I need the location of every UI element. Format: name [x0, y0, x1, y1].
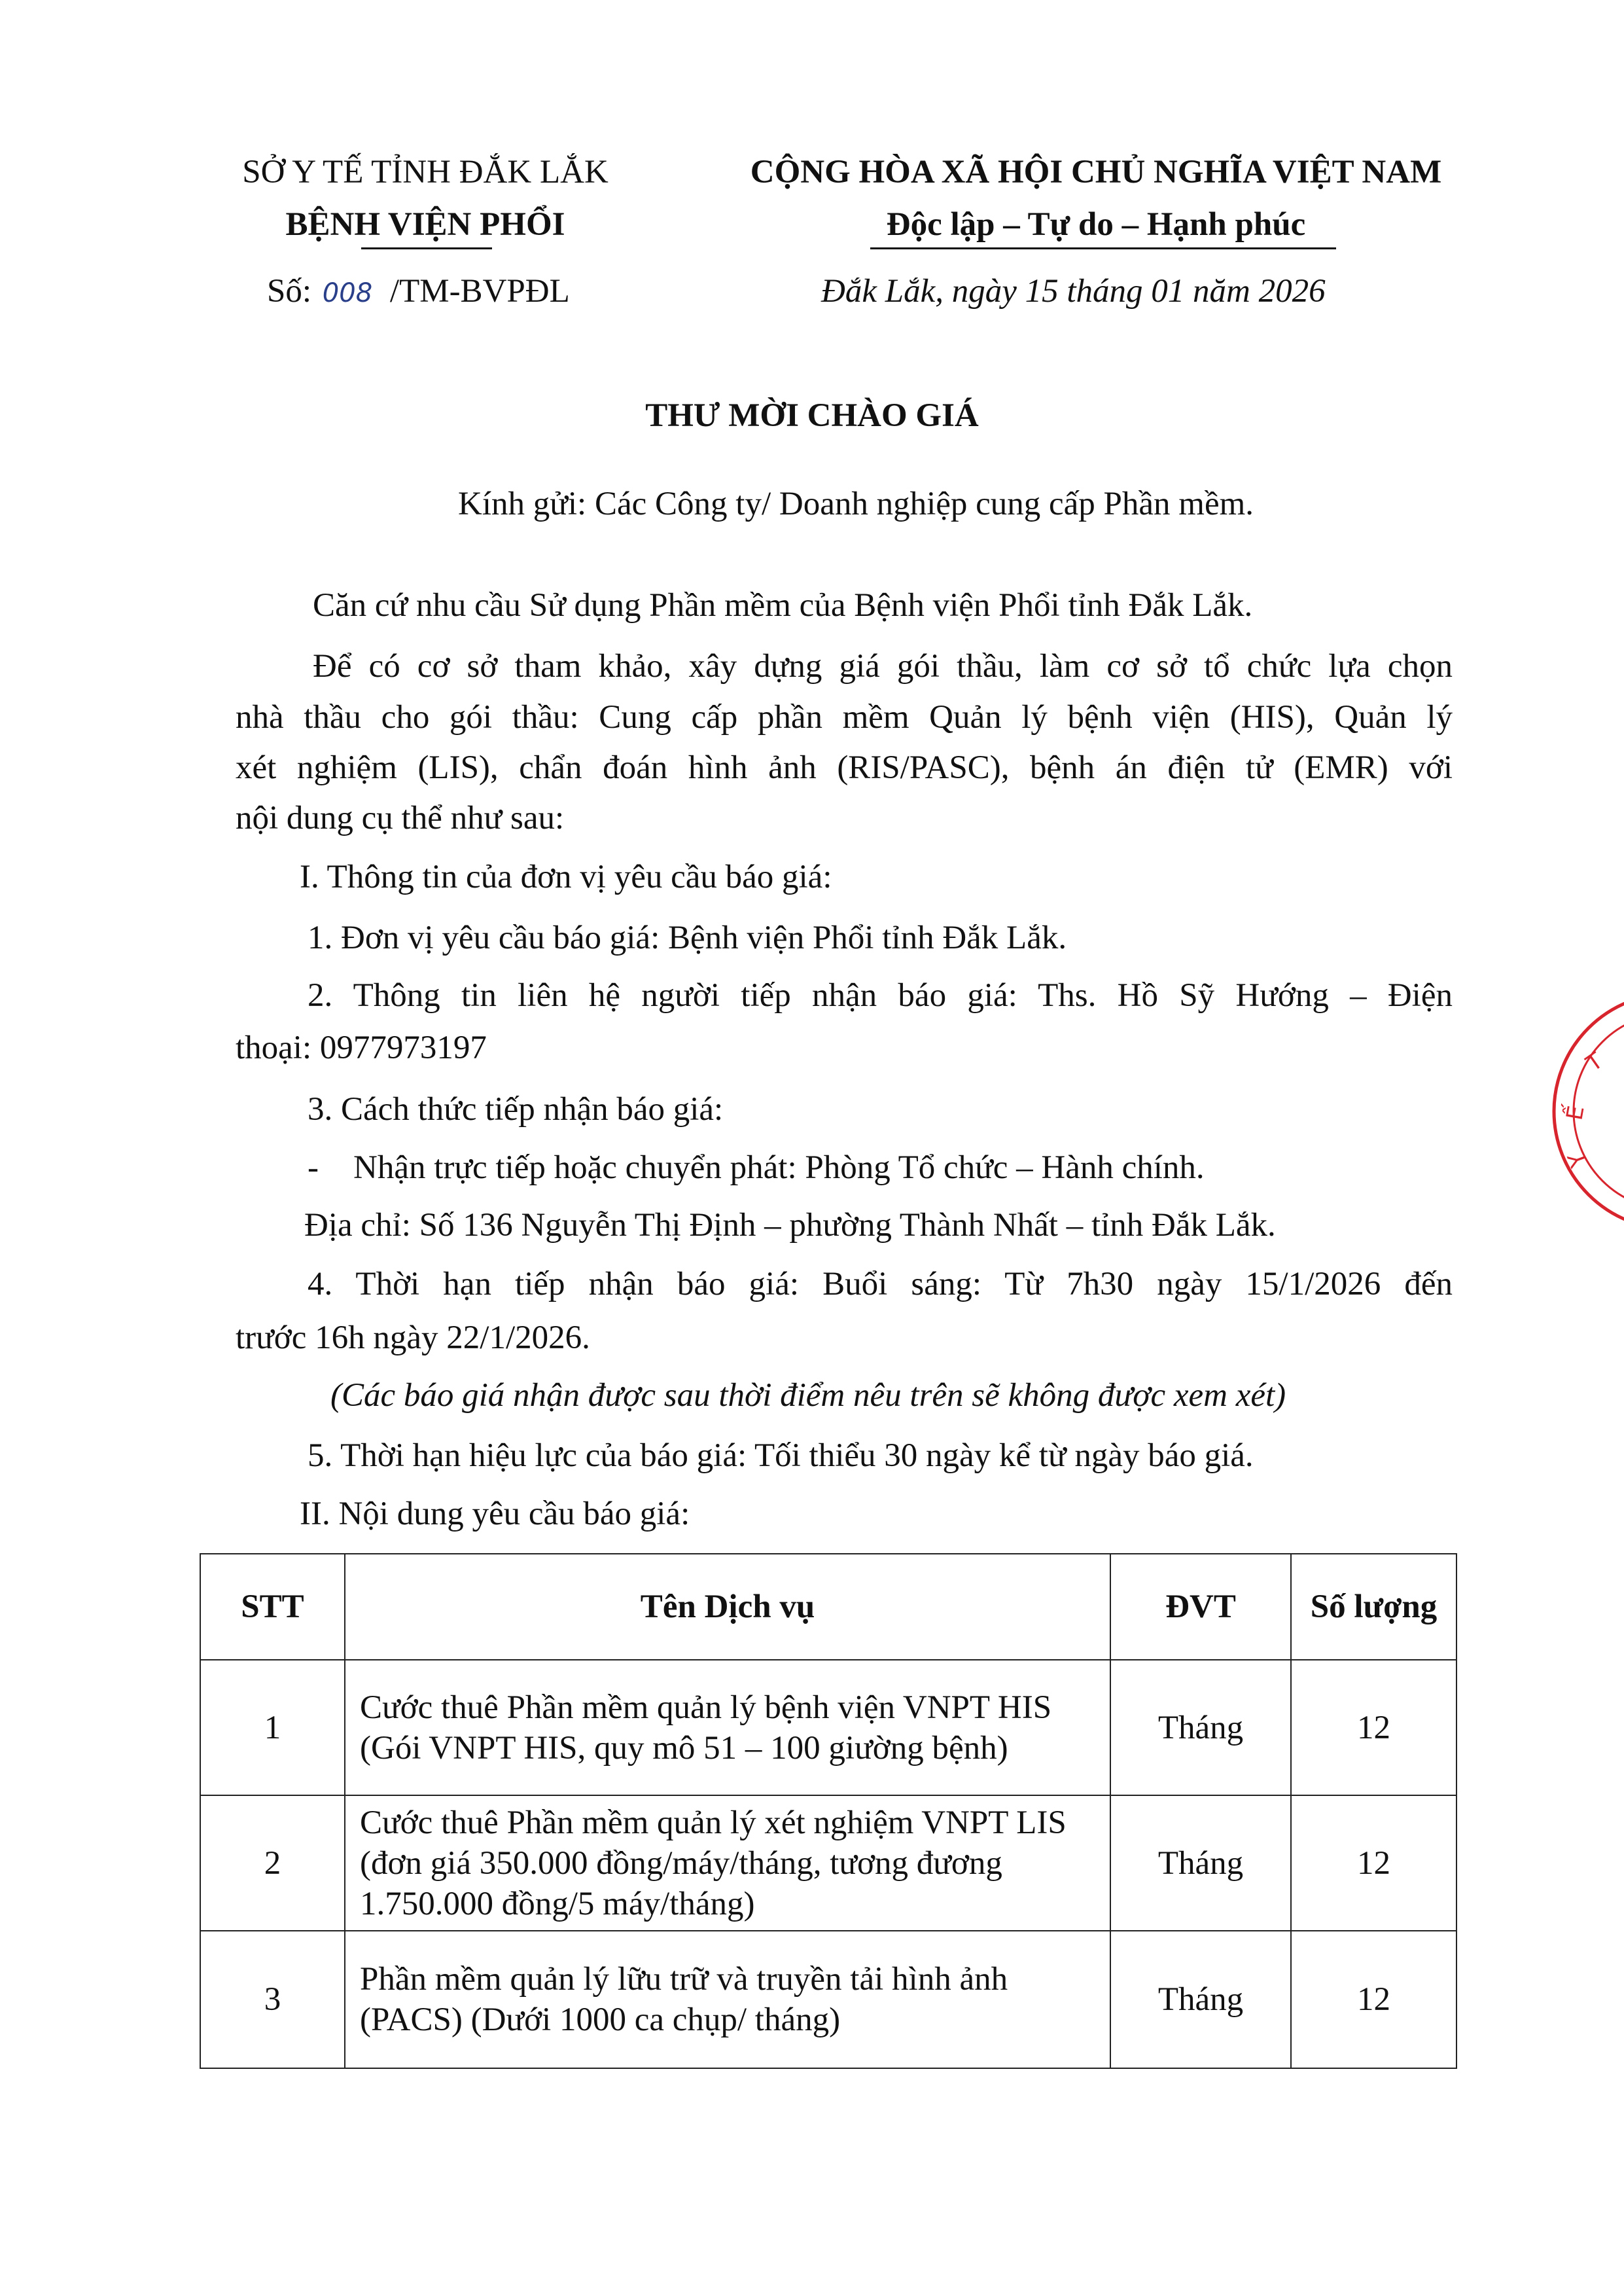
number-prefix: Số:	[267, 273, 312, 310]
number-handwritten: 008	[322, 278, 373, 308]
paragraph-purpose-line4: nội dung cụ thể như sau:	[236, 800, 565, 836]
hospital-name: BỆNH VIỆN PHỔI	[285, 206, 565, 243]
document-title: THƯ MỜI CHÀO GIÁ	[645, 397, 979, 434]
header-stt: STT	[200, 1554, 345, 1660]
svg-text:T: T	[1581, 1047, 1608, 1077]
cell-service-name: Cước thuê Phần mềm quản lý xét nghiệm VNPT LIS (đơn giá 350.000 đồng/máy/tháng, tương đương 1.750.000 đồng/5 máy/tháng)	[345, 1795, 1110, 1931]
country-name: CỘNG HÒA XÃ HỘI CHỦ NGHĨA VIỆT NAM	[750, 154, 1442, 190]
cell-quantity: 12	[1291, 1660, 1456, 1795]
salutation: Kính gửi: Các Công ty/ Doanh nghiệp cung cấp Phần mềm.	[458, 486, 1254, 522]
quotation-table	[200, 1553, 1457, 2069]
motto-underline	[870, 247, 1336, 249]
section-1-item-2-line1: 2. Thông tin liên hệ người tiếp nhận báo giá: Ths. Hồ Sỹ Hướng – Điện	[308, 977, 1453, 1014]
cell-stt: 1	[200, 1660, 345, 1795]
section-1-heading: I. Thông tin của đơn vị yêu cầu báo giá:	[300, 859, 832, 895]
document-number	[267, 272, 570, 313]
section-1-item-3-bullet: Nhận trực tiếp hoặc chuyển phát: Phòng Tổ chức – Hành chính.	[353, 1149, 1205, 1186]
cell-service-name: Cước thuê Phần mềm quản lý bệnh viện VNPT HIS (Gói VNPT HIS, quy mô 51 – 100 giường bệnh)	[345, 1660, 1110, 1795]
table-row	[200, 1660, 1456, 1795]
paragraph-purpose-line2: nhà thầu cho gói thầu: Cung cấp phần mềm Quản lý bệnh viện (HIS), Quản lý	[236, 699, 1453, 736]
national-motto: Độc lập – Tự do – Hạnh phúc	[886, 206, 1306, 243]
section-1-item-4-note: (Các báo giá nhận được sau thời điểm nêu trên sẽ không được xem xét)	[330, 1377, 1286, 1414]
section-1-item-4-line1: 4. Thời hạn tiếp nhận báo giá: Buổi sáng: Từ 7h30 ngày 15/1/2026 đến	[308, 1266, 1453, 1302]
cell-unit: Tháng	[1110, 1795, 1291, 1931]
cell-stt: 3	[200, 1931, 345, 2068]
paragraph-purpose-line3: xét nghiệm (LIS), chẩn đoán hình ảnh (RIS/PASC), bệnh án điện tử (EMR) với	[236, 749, 1453, 786]
cell-service-name: Phần mềm quản lý lữu trữ và truyền tải hình ảnh (PACS) (Dưới 1000 ca chụp/ tháng)	[345, 1931, 1110, 2068]
hospital-underline	[361, 247, 492, 249]
table-header-row	[200, 1554, 1456, 1660]
agency-name: SỞ Y TẾ TỈNH ĐẮK LẮK	[242, 154, 609, 190]
section-1-item-2-line2: thoại: 0977973197	[236, 1030, 487, 1066]
header-service-name: Tên Dịch vụ	[345, 1554, 1110, 1660]
section-1-item-1: 1. Đơn vị yêu cầu báo giá: Bệnh viện Phổi tỉnh Đắk Lắk.	[308, 920, 1067, 956]
svg-text:Ế: Ế	[1561, 1103, 1590, 1122]
number-suffix: /TM-BVPĐL	[389, 273, 570, 310]
table-row	[200, 1795, 1456, 1931]
cell-stt: 2	[200, 1795, 345, 1931]
paragraph-purpose-line1: Để có cơ sở tham khảo, xây dựng giá gói thầu, làm cơ sở tổ chức lựa chọn	[313, 648, 1453, 685]
table-row	[200, 1931, 1456, 2068]
cell-quantity: 12	[1291, 1795, 1456, 1931]
official-stamp	[1534, 987, 1624, 1236]
section-1-item-3-address: Địa chỉ: Số 136 Nguyễn Thị Định – phường Thành Nhất – tỉnh Đắk Lắk.	[304, 1207, 1276, 1244]
section-1-item-4-line2: trước 16h ngày 22/1/2026.	[236, 1319, 590, 1356]
section-2-heading: II. Nội dung yêu cầu báo giá:	[300, 1496, 690, 1532]
document-date: Đắk Lắk, ngày 15 tháng 01 năm 2026	[821, 273, 1326, 310]
header-quantity: Số lượng	[1291, 1554, 1456, 1660]
section-1-item-5: 5. Thời hạn hiệu lực của báo giá: Tối thiểu 30 ngày kể từ ngày báo giá.	[308, 1437, 1254, 1474]
cell-unit: Tháng	[1110, 1660, 1291, 1795]
bullet-dash: -	[308, 1149, 319, 1186]
svg-text:Y: Y	[1562, 1149, 1593, 1171]
header-unit: ĐVT	[1110, 1554, 1291, 1660]
section-1-item-3: 3. Cách thức tiếp nhận báo giá:	[308, 1091, 724, 1128]
paragraph-basis: Căn cứ nhu cầu Sử dụng Phần mềm của Bệnh viện Phổi tỉnh Đắk Lắk.	[313, 587, 1253, 624]
cell-unit: Tháng	[1110, 1931, 1291, 2068]
cell-quantity: 12	[1291, 1931, 1456, 2068]
